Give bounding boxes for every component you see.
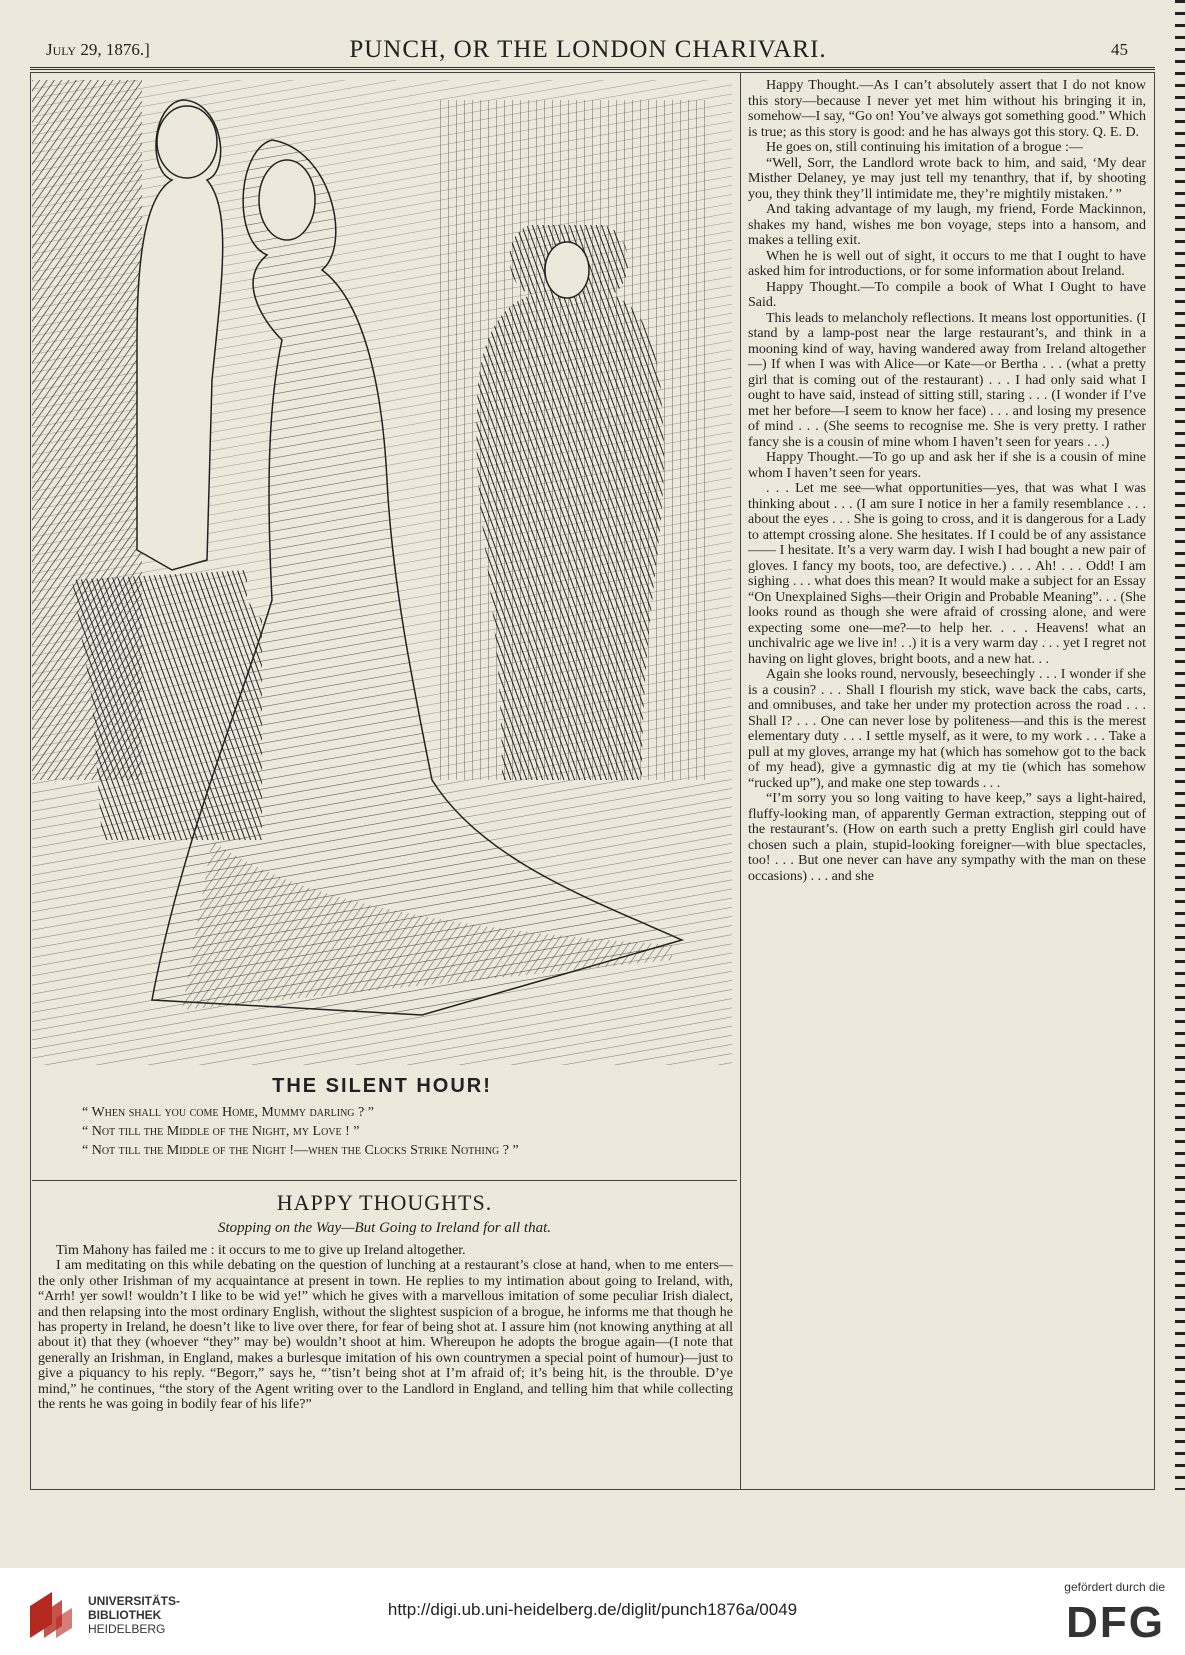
mother-face [259, 160, 315, 240]
scan-ruler [1175, 0, 1185, 1490]
article-paragraph: He goes on, still continuing his imitation of a brogue :— [766, 140, 1083, 155]
article-paragraph: Tim Mahony has failed me : it occurs to me to give up Ireland altogether. [56, 1243, 466, 1258]
article-subtitle: Stopping on the Way—But Going to Ireland for all that. [217, 1220, 552, 1236]
dfg-logo: DFG [1066, 1598, 1165, 1647]
article-paragraph: “Well, Sorr, the Landlord wrote back to him, and said, ‘My dear Misther Delaney, ye may just tell my tenanthry, that if, by shooting you, they think they’ll intimidate me, they’re mightily mistaken.’ ” [748, 155, 1146, 202]
article-paragraph: “I’m sorry you so long vaiting to have keep,” says a light-haired, fluffy-looking man, of apparently German extraction, stepping out of the restaurant’s. (How on earth such a pretty English girl could have chosen such a plain, stupid-looking foreigner—with blue spectacles, too! . . . But one never can have any sympathy with the man on these occasions) . . . and she [748, 791, 1146, 884]
article-paragraph: Again she looks round, nervously, beseechingly . . . I wonder if she is a cousin? . . . Shall I flourish my stick, wave back the cabs, carts, and omnibuses, and take her under my protection across the road . . . Shall I? . . . One can never lose by politeness—and this is the merest elementary duty . . . I settle myself, as it were, to my work . . . Take a pull at my gloves, arrange my hat (which has somehow got to the back of my head), give a gymnastic dig at my tie (which has somehow “rucked up”), and make one step towards . . . [748, 667, 1146, 791]
library-name-line: UNIVERSITÄTS- [88, 1594, 181, 1608]
article-body-right [748, 78, 1146, 884]
article-paragraph: Happy Thought.—To go up and ask her if she is a cousin of mine whom I haven’t seen for years. [748, 450, 1146, 481]
article-paragraph: Happy Thought.—As I can’t absolutely assert that I do not know this story—because I never yet met him without his bringing it in, somehow—I say, “Go on! You’ve always got something good.” Which is true; as this story is good: and he has always got this story. Q. E. D. [748, 78, 1146, 140]
issue-date: July 29, 1876.] [46, 40, 150, 59]
article-title: HAPPY THOUGHTS. [276, 1190, 493, 1215]
caption-line: “ Not till the Middle of the Night, my Love ! ” [82, 1124, 360, 1139]
child-face [157, 106, 217, 178]
maid-face [545, 242, 589, 298]
section-rule [32, 1180, 737, 1181]
article-paragraph: And taking advantage of my laugh, my friend, Forde Mackinnon, shakes my hand, wishes me bon voyage, steps into a hansom, and makes a telling exit. [748, 202, 1146, 248]
article-paragraph: . . . Let me see—what opportunities—yes, that was what I was thinking about . . . (I am sure I notice in her a family resemblance . . . about the eyes . . . She is going to cross, and it is dangerous for a Lady to attempt crossing alone. She hesitates. If I could be of any assistance—— I hesitate. It’s a very warm day. I wish I had bought a new pair of gloves. I fancy my boots, too, are defective.) . . . Ah! . . . Odd! I am sighing . . . what does this mean? It would make a subject for an Essay “On Unexplained Sighs—their Origin and Probable Meaning”. . . (She looks round as though she were afraid of crossing alone, and were expecting some one—me?—to help her. . . . Heavens! what an unchivalric age we live in! . .) it is a very warm day . . . yet I regret not having on light gloves, bright boots, and a new hat. . . [748, 481, 1146, 667]
caption-line: “ When shall you come Home, Mummy darling ? ” [82, 1105, 374, 1120]
masthead-rule [30, 67, 1155, 70]
caption-line: “ Not till the Middle of the Night !—when the Clocks Strike Nothing ? ” [82, 1143, 519, 1158]
article-body-left [38, 1243, 733, 1412]
illustration-caption [82, 1103, 722, 1160]
engraving-illustration [32, 80, 732, 1065]
page-number: 45 [1111, 40, 1128, 59]
viewer-footer [0, 1568, 1185, 1655]
column-divider [740, 72, 741, 1490]
masthead [18, 36, 1158, 66]
library-name-line: BIBLIOTHEK [88, 1608, 162, 1622]
library-name-line: HEIDELBERG [88, 1622, 166, 1636]
article-paragraph: I am meditating on this while debating on the question of lunching at a restaurant’s close at hand, when to me enters—the only other Irishman of my acquaintance at present in town. He replies to my intimation about going to Ireland, with, “Arrh! yer sowl! wouldn’t I like to be wid ye!” which he gives with a marvellous imitation of some peculiar Irish dialect, and then relapsing into the most ordinary English, without the slightest suspicion of a brogue, he informs me that though he has property in Ireland, he doesn’t like to live over there, for fear of being shot at. I assure him (not knowing anything at all about it) that they (whoever “they” may be) wouldn’t shoot at him. Whereupon he adopts the brogue again—(I note that generally an Irishman, in England, makes a burlesque imitation of his own countrymen a special point of humour)—just to give a piquancy to his reply. “Begorr,” says he, “’tisn’t being shot at I’m afraid of; it’s being hit, is the throuble. D’ye mind,” he continues, “the story of the Agent writing over to the Landlord in England, and telling him that while collecting the rents he was going in bodily fear of his life?” [38, 1258, 733, 1413]
sponsor-label: gefördert durch die [1064, 1580, 1165, 1594]
publication-title: PUNCH, OR THE LONDON CHARIVARI. [349, 36, 827, 63]
article-paragraph: This leads to melancholy reflections. It means lost opportunities. (I stand by a lamp-post near the large restaurant’s, and think in a mooning kind of way, having wandered away from Ireland altogether—) If when I was with Alice—or Kate—or Bertha . . . (what a pretty girl that is coming out of the restaurant) . . . I had only said what I ought to have said, instead of sitting still, staring . . . (I wonder if I’ve met her before—I seem to know her face) . . . and losing my presence of mind . . . (She seems to recognise me. She is very pretty. I rather fancy she is a cousin of mine whom I haven’t seen for years . . .) [748, 310, 1146, 450]
article-paragraph: When he is well out of sight, it occurs to me that I ought to have asked him for introductions, or for some information about Ireland. [748, 248, 1146, 279]
article-paragraph: Happy Thought.—To compile a book of What I Ought to have Said. [748, 279, 1146, 310]
illustration-caption-title: THE SILENT HOUR! [272, 1075, 492, 1097]
source-url-link[interactable]: http://digi.ub.uni-heidelberg.de/diglit/punch1876a/0049 [387, 1600, 798, 1619]
